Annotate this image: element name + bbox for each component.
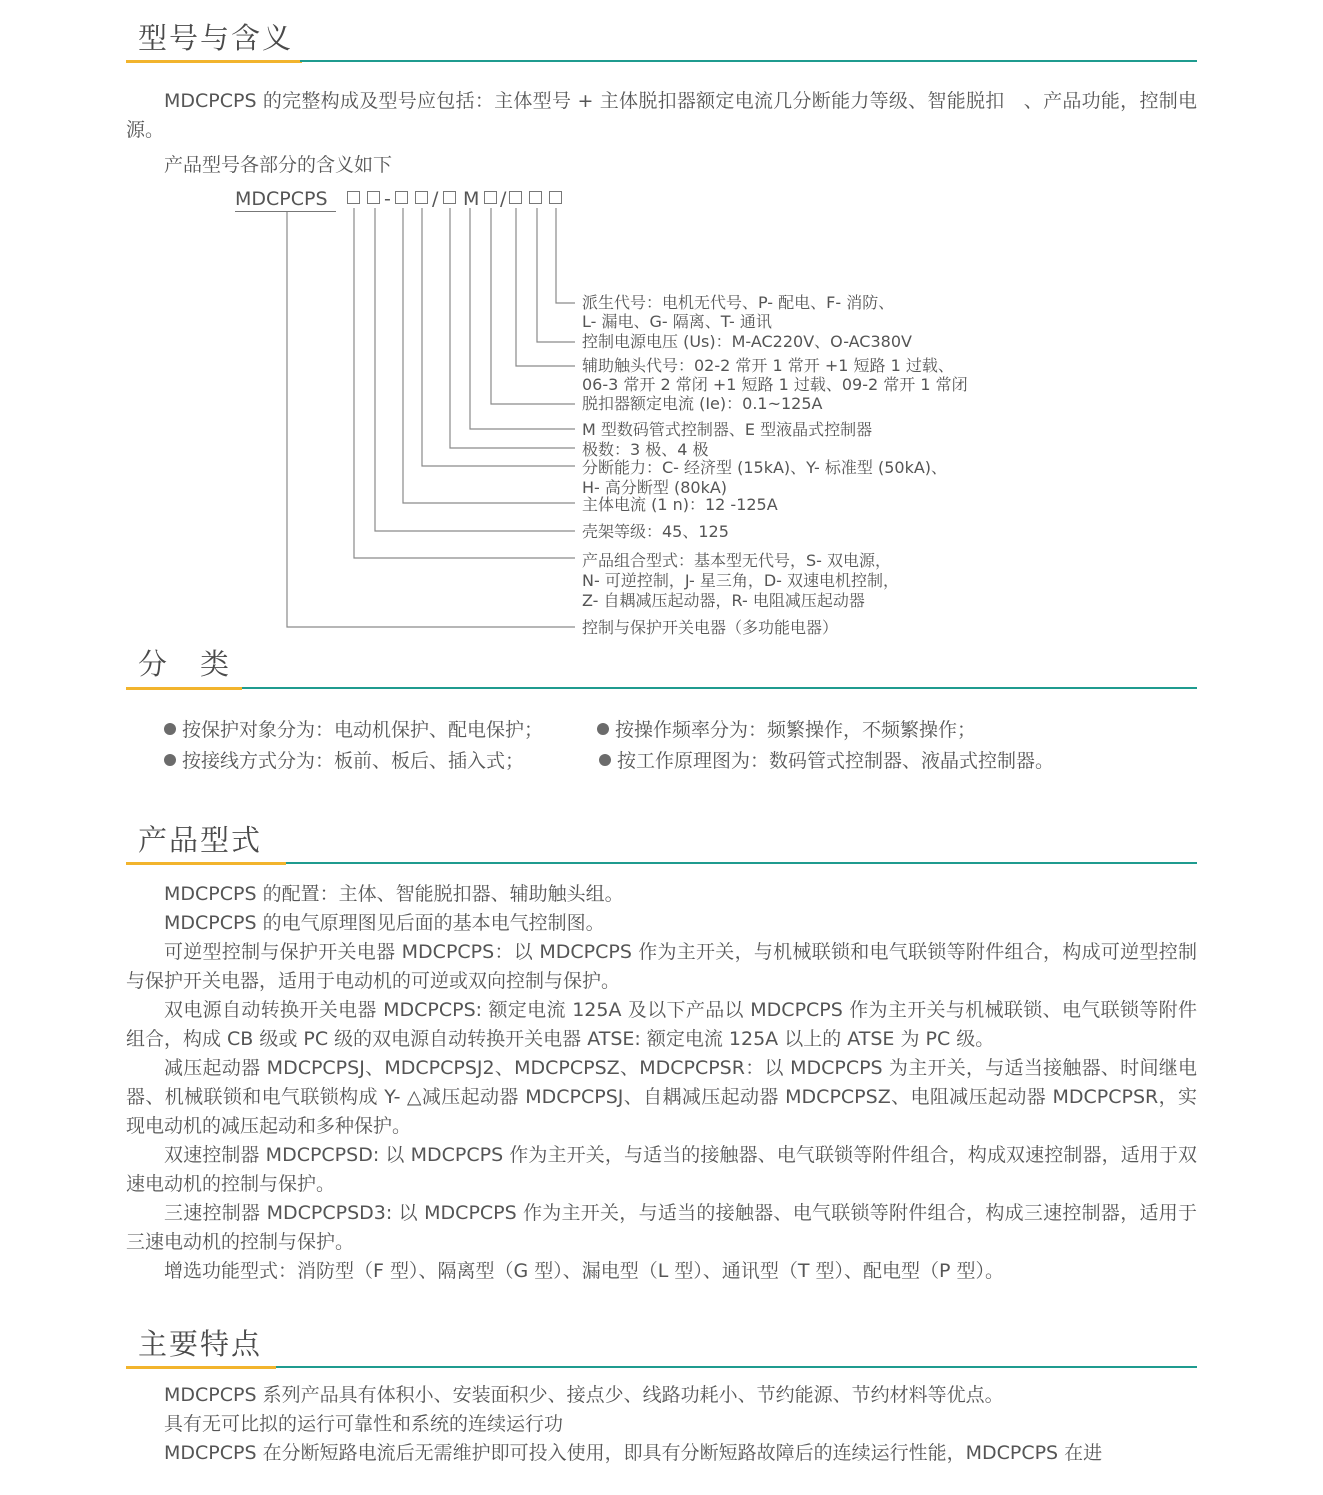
connector-line-product: [287, 212, 575, 627]
desc-control-voltage: 控制电源电压 (Us)：M-AC220V、O-AC380V: [582, 332, 912, 351]
model-intro-text: MDCPCPS 的完整构成及型号应包括：主体型号 + 主体脱扣器额定电流几分断能力等级、智能脱扣 、产品功能，控制电源。: [126, 90, 1197, 141]
form-paragraph: MDCPCPS 的电气原理图见后面的基本电气控制图。: [164, 912, 605, 934]
section-title-form: 产品型式: [138, 823, 263, 857]
desc-combination-line2: N- 可逆控制，J- 星三角，D- 双速电机控制，: [582, 571, 900, 590]
desc-derived-line2: L- 漏电、G- 隔离、T- 通讯: [582, 312, 772, 331]
desc-aux-line1: 辅助触头代号：02-2 常开 1 常开 +1 短路 1 过载、: [582, 356, 954, 375]
form-paragraph: 增选功能型式：消防型（F 型）、隔离型（G 型）、漏电型（L 型）、通讯型（T 型）、配电型（P 型）。: [164, 1260, 1005, 1282]
section-title-model: 型号与含义: [138, 21, 294, 55]
title-underline-accent: [126, 862, 286, 865]
code-separator-slash-1: /: [432, 188, 439, 210]
feature-paragraph: MDCPCPS 系列产品具有体积小、安装面积少、接点少、线路功耗小、节约能源、节约材料等优点。: [164, 1384, 1004, 1406]
feature-paragraph: MDCPCPS 在分断短路电流后无需维护即可投入使用，即具有分断短路故障后的连续运行性能，MDCPCPS 在进: [164, 1442, 1103, 1464]
bullet-item: 按操作频率分为：频繁操作，不频繁操作；: [597, 715, 976, 742]
code-letter-m: M: [463, 188, 480, 210]
title-underline-accent: [126, 1366, 276, 1369]
connector-line-breaking: [422, 208, 575, 466]
model-code-prefix: MDCPCPS: [235, 188, 328, 210]
bullet-dot-icon: [599, 754, 611, 766]
connector-line-trip-current: [491, 208, 575, 404]
title-underline-rule: [242, 687, 1197, 689]
desc-aux-line2: 06-3 常开 2 常闭 +1 短路 1 过载、09-2 常开 1 常闭: [582, 375, 968, 394]
desc-derived-line1: 派生代号：电机无代号、P- 配电、F- 消防、: [582, 293, 895, 312]
connector-line-frame: [375, 208, 575, 531]
code-separator-slash-2: /: [500, 188, 507, 210]
model-sub-text: 产品型号各部分的含义如下: [164, 154, 393, 176]
code-separator-dash: -: [384, 188, 391, 210]
connector-line-controller: [470, 208, 575, 429]
form-paragraphs: [126, 880, 1197, 1286]
desc-breaking-line2: H- 高分断型 (80kA): [582, 478, 728, 497]
form-paragraph: 减压起动器 MDCPCPSJ、MDCPCPSJ2、MDCPCPSZ、MDCPCPSR：以 MDCPCPS 为主开关，与适当接触器、时间继电器、机械联锁和电气联锁构成 Y- △减压起动器 MDCPCPSJ、自耦减压起动器 MDCPCPSZ、电阻减压起动器 MDCPCPSR，实现电动机的减压起动和多种保护。: [126, 1057, 1197, 1137]
desc-combination-line1: 产品组合型式：基本型无代号，S- 双电源，: [582, 551, 892, 570]
section-title-classify: 分 类: [138, 647, 232, 681]
bullet-item: 按保护对象分为：电动机保护、配电保护；: [164, 715, 543, 742]
form-paragraph: 三速控制器 MDCPCPSD3: 以 MDCPCPS 作为主开关，与适当的接触器、电气联锁等附件组合，构成三速控制器，适用于三速电动机的控制与保护。: [126, 1202, 1197, 1253]
desc-trip-current: 脱扣器额定电流 (Ie)：0.1~125A: [582, 394, 823, 413]
desc-poles: 极数：3 极、4 极: [582, 440, 709, 459]
form-paragraph: 双速控制器 MDCPCPSD: 以 MDCPCPS 作为主开关，与适当的接触器、电气联锁等附件组合，构成双速控制器，适用于双速电动机的控制与保护。: [126, 1144, 1197, 1195]
desc-product-name: 控制与保护开关电器（多功能电器）: [582, 618, 839, 637]
desc-controller-type: M 型数码管式控制器、E 型液晶式控制器: [582, 420, 873, 439]
form-paragraph: 可逆型控制与保护开关电器 MDCPCPS：以 MDCPCPS 作为主开关，与机械联锁和电气联锁等附件组合，构成可逆型控制与保护开关电器，适用于电动机的可逆或双向控制与保护。: [126, 941, 1197, 992]
features-paragraphs: [126, 1381, 1197, 1468]
connector-line-main-current: [403, 208, 575, 503]
bullet-item: 按工作原理图为：数码管式控制器、液晶式控制器。: [599, 746, 1054, 773]
form-paragraph: MDCPCPS 的配置：主体、智能脱扣器、辅助触头组。: [164, 883, 624, 905]
bullet-dot-icon: [597, 723, 609, 735]
section-title-features: 主要特点: [138, 1327, 263, 1361]
feature-paragraph: 具有无可比拟的运行可靠性和系统的连续运行功: [164, 1413, 564, 1435]
desc-main-current: 主体电流 (1 n)：12 -125A: [582, 495, 778, 514]
desc-combination-line3: Z- 自耦减压起动器，R- 电阻减压起动器: [582, 591, 865, 610]
connector-line-derived: [556, 208, 575, 303]
form-paragraph: 双电源自动转换开关电器 MDCPCPS: 额定电流 125A 及以下产品以 MDCPCPS 作为主开关与机械联锁、电气联锁等附件组合，构成 CB 级或 PC 级的双电源自动转换开关电器 ATSE: 额定电流 125A 以上的 ATSE 为 PC 级。: [126, 999, 1197, 1050]
desc-frame-rating: 壳架等级：45、125: [582, 522, 729, 541]
title-underline-accent: [126, 687, 242, 690]
title-underline-rule: [286, 862, 1197, 864]
bullet-dot-icon: [164, 723, 176, 735]
desc-breaking-line1: 分断能力：C- 经济型 (15kA)、Y- 标准型 (50kA)、: [582, 458, 948, 477]
bullet-item: 按接线方式分为：板前、板后、插入式；: [164, 746, 524, 773]
connector-line-combination: [354, 208, 575, 558]
title-underline-rule: [276, 1366, 1197, 1368]
bullet-dot-icon: [164, 754, 176, 766]
